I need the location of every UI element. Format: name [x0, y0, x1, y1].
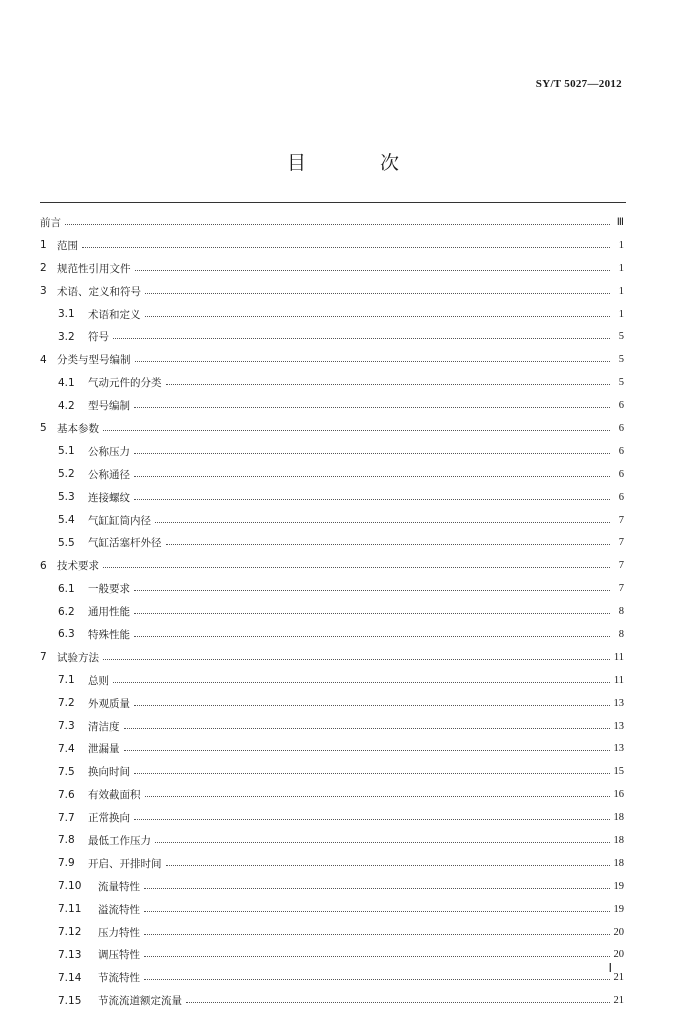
- toc-entry-page: 6: [618, 400, 624, 412]
- toc-entry-page: 21: [613, 972, 624, 984]
- toc-entry[interactable]: [40, 348, 624, 371]
- toc-entry-label: 技术要求: [57, 560, 99, 573]
- toc-leader-dots: [103, 659, 610, 660]
- toc-entry-label: 总则: [88, 674, 109, 687]
- toc-leader-dots: [145, 796, 610, 797]
- toc-leader-dots: [134, 476, 610, 477]
- table-of-contents: [40, 211, 624, 1012]
- toc-entry-label: 流量特性: [98, 880, 140, 893]
- toc-entry-page: 19: [613, 903, 624, 915]
- toc-leader-dots: [103, 430, 610, 431]
- toc-entry-page: 1: [618, 308, 624, 320]
- toc-leader-dots: [134, 613, 610, 614]
- toc-entry-number: 7.9: [58, 857, 75, 870]
- toc-entry-page: 1: [618, 239, 624, 251]
- toc-leader-dots: [134, 636, 610, 637]
- toc-entry-number: 3.1: [58, 308, 75, 320]
- toc-entry-label: 试验方法: [57, 651, 99, 664]
- toc-entry[interactable]: [40, 554, 624, 577]
- toc-leader-dots: [134, 453, 610, 454]
- toc-entry[interactable]: [40, 211, 624, 234]
- toc-entry-label: 术语、定义和符号: [57, 285, 141, 298]
- toc-leader-dots: [135, 270, 611, 271]
- toc-leader-dots: [103, 567, 610, 568]
- toc-entry-number: 7.8: [58, 834, 75, 847]
- toc-entry-page: 18: [613, 857, 624, 869]
- toc-entry[interactable]: [40, 921, 624, 944]
- toc-leader-dots: [65, 224, 610, 225]
- toc-entry-number: 5.5: [58, 536, 75, 549]
- toc-entry[interactable]: [40, 737, 624, 760]
- toc-entry-page: 1: [618, 262, 624, 274]
- toc-leader-dots: [134, 407, 610, 408]
- toc-entry-label: 泄漏量: [88, 743, 120, 756]
- toc-entry[interactable]: [40, 966, 624, 989]
- toc-entry-number: 2: [40, 262, 47, 275]
- toc-entry-label: 气缸活塞杆外径: [88, 537, 162, 550]
- toc-leader-dots: [124, 728, 610, 729]
- toc-entry-page: 11: [613, 651, 624, 663]
- toc-entry-label: 开启、开排时间: [88, 857, 162, 870]
- toc-entry-label: 公称通径: [88, 468, 130, 481]
- toc-entry-page: 7: [618, 537, 624, 549]
- toc-entry-page: 8: [618, 628, 624, 640]
- toc-entry-page: 20: [613, 926, 624, 938]
- toc-entry[interactable]: [40, 486, 624, 509]
- toc-leader-dots: [124, 750, 610, 751]
- toc-leader-dots: [134, 705, 610, 706]
- toc-leader-dots: [135, 361, 611, 362]
- toc-entry-page: 13: [613, 720, 624, 732]
- toc-entry-page: 20: [613, 949, 624, 961]
- toc-entry[interactable]: [40, 715, 624, 738]
- toc-entry-number: 3: [40, 285, 47, 298]
- toc-entry-label: 范围: [57, 239, 78, 252]
- toc-entry[interactable]: [40, 875, 624, 898]
- toc-entry-page: 21: [613, 995, 624, 1007]
- toc-entry[interactable]: [40, 989, 624, 1012]
- toc-entry-number: 6.2: [58, 605, 75, 618]
- toc-entry-number: 5.4: [58, 514, 75, 527]
- standard-number: SY/T 5027—2012: [535, 78, 622, 90]
- toc-leader-dots: [166, 384, 611, 385]
- toc-entry-number: 7.2: [58, 697, 75, 710]
- toc-entry-label: 节流特性: [98, 972, 140, 985]
- page-title: 目 次: [286, 152, 434, 174]
- toc-entry-label: 分类与型号编制: [57, 354, 131, 367]
- toc-entry[interactable]: [40, 829, 624, 852]
- toc-entry[interactable]: [40, 394, 624, 417]
- toc-leader-dots: [144, 956, 610, 957]
- toc-entry-number: 4.1: [58, 376, 75, 389]
- toc-entry-page: 7: [618, 514, 624, 526]
- toc-entry-number: 7.4: [58, 742, 75, 755]
- toc-entry[interactable]: [40, 646, 624, 669]
- toc-entry-page: 5: [618, 354, 624, 366]
- toc-entry-page: 8: [618, 606, 624, 618]
- toc-entry-label: 气缸缸筒内径: [88, 514, 151, 527]
- toc-entry[interactable]: [40, 783, 624, 806]
- toc-entry[interactable]: [40, 852, 624, 875]
- toc-entry-number: 7.6: [58, 788, 75, 801]
- toc-entry-page: 19: [613, 880, 624, 892]
- toc-entry[interactable]: [40, 234, 624, 257]
- toc-leader-dots: [134, 773, 610, 774]
- toc-entry-page: 5: [618, 377, 624, 389]
- toc-leader-dots: [155, 842, 610, 843]
- toc-entry-label: 符号: [88, 331, 109, 344]
- toc-entry-label: 清洁度: [88, 720, 120, 733]
- toc-entry-label: 外观质量: [88, 697, 130, 710]
- toc-entry-number: 7.7: [58, 811, 75, 824]
- toc-entry-number: 6.1: [58, 582, 75, 595]
- toc-leader-dots: [155, 522, 610, 523]
- toc-entry-page: 13: [613, 743, 624, 755]
- toc-entry[interactable]: [40, 463, 624, 486]
- toc-entry-label: 特殊性能: [88, 628, 130, 641]
- toc-leader-dots: [113, 682, 610, 683]
- toc-entry-label: 公称压力: [88, 445, 130, 458]
- toc-entry-label: 有效截面积: [88, 789, 141, 802]
- toc-entry-number: 3.2: [58, 330, 75, 343]
- toc-entry-page: 6: [618, 468, 624, 480]
- toc-leader-dots: [145, 316, 611, 317]
- toc-leader-dots: [134, 819, 610, 820]
- toc-entry-page: 13: [613, 697, 624, 709]
- toc-entry[interactable]: [40, 303, 624, 326]
- toc-entry-label: 一般要求: [88, 583, 130, 596]
- toc-entry-label: 前言: [40, 216, 61, 229]
- toc-entry-label: 调压特性: [98, 949, 140, 962]
- toc-entry-page: 6: [618, 422, 624, 434]
- toc-entry[interactable]: [40, 898, 624, 921]
- toc-leader-dots: [186, 1002, 610, 1003]
- toc-entry-page: 7: [618, 560, 624, 572]
- toc-leader-dots: [144, 979, 610, 980]
- toc-entry[interactable]: [40, 509, 624, 532]
- toc-entry[interactable]: [40, 531, 624, 554]
- toc-entry-number: 7: [40, 651, 47, 664]
- toc-leader-dots: [166, 544, 611, 545]
- toc-entry-page: 1: [618, 285, 624, 297]
- toc-entry-number: 5.1: [58, 445, 75, 458]
- toc-leader-dots: [145, 293, 610, 294]
- toc-entry-label: 正常换向: [88, 812, 130, 825]
- toc-entry[interactable]: [40, 600, 624, 623]
- toc-leader-dots: [144, 888, 610, 889]
- title-rule: [40, 202, 626, 203]
- toc-entry-label: 溢流特性: [98, 903, 140, 916]
- toc-entry-page: 7: [618, 583, 624, 595]
- toc-entry-number: 7.10: [58, 880, 82, 893]
- toc-entry-page: 16: [613, 789, 624, 801]
- toc-entry[interactable]: [40, 417, 624, 440]
- toc-entry-label: 压力特性: [98, 926, 140, 939]
- toc-entry-page: 11: [613, 674, 624, 686]
- toc-leader-dots: [82, 247, 610, 248]
- toc-leader-dots: [134, 499, 610, 500]
- toc-entry-number: 7.11: [58, 903, 82, 916]
- toc-entry[interactable]: [40, 257, 624, 280]
- toc-entry-label: 通用性能: [88, 606, 130, 619]
- toc-entry-page: 5: [618, 331, 624, 343]
- toc-leader-dots: [113, 338, 610, 339]
- toc-entry-page: 18: [613, 812, 624, 824]
- toc-entry-page: 6: [618, 491, 624, 503]
- toc-entry[interactable]: [40, 692, 624, 715]
- toc-entry-number: 7.5: [58, 765, 75, 778]
- toc-entry-page: 18: [613, 834, 624, 846]
- toc-entry-number: 4: [40, 353, 47, 366]
- toc-entry[interactable]: [40, 280, 624, 303]
- toc-leader-dots: [144, 911, 610, 912]
- toc-entry-number: 1: [40, 239, 47, 252]
- toc-entry[interactable]: [40, 669, 624, 692]
- toc-entry[interactable]: [40, 760, 624, 783]
- page-folio: Ⅰ: [608, 961, 612, 975]
- toc-entry[interactable]: [40, 944, 624, 967]
- toc-entry-page: 15: [613, 766, 624, 778]
- toc-entry[interactable]: [40, 325, 624, 348]
- toc-entry-label: 连接螺纹: [88, 491, 130, 504]
- toc-entry-number: 7.13: [58, 948, 82, 961]
- toc-entry-number: 5.3: [58, 491, 75, 504]
- toc-entry-label: 换向时间: [88, 766, 130, 779]
- toc-entry-number: 6.3: [58, 628, 75, 641]
- toc-entry-label: 术语和定义: [88, 308, 141, 321]
- toc-leader-dots: [134, 590, 610, 591]
- toc-entry-number: 5.2: [58, 468, 75, 481]
- toc-entry-label: 气动元件的分类: [88, 377, 162, 390]
- toc-entry-number: 7.15: [58, 994, 82, 1007]
- toc-entry-number: 6: [40, 559, 47, 572]
- toc-entry-label: 型号编制: [88, 400, 130, 413]
- toc-entry-number: 5: [40, 422, 47, 435]
- toc-leader-dots: [144, 934, 610, 935]
- toc-entry-number: 7.14: [58, 971, 82, 984]
- toc-entry[interactable]: [40, 623, 624, 646]
- toc-entry-label: 规范性引用文件: [57, 262, 131, 275]
- toc-leader-dots: [166, 865, 610, 866]
- toc-entry-number: 4.2: [58, 399, 75, 412]
- toc-entry-page: Ⅲ: [616, 217, 624, 229]
- toc-entry-label: 基本参数: [57, 422, 99, 435]
- toc-entry-number: 7.12: [58, 926, 82, 939]
- toc-entry-page: 6: [618, 445, 624, 457]
- toc-entry[interactable]: [40, 371, 624, 394]
- toc-entry-label: 节流流道额定流量: [98, 995, 182, 1008]
- toc-entry[interactable]: [40, 806, 624, 829]
- toc-entry[interactable]: [40, 577, 624, 600]
- toc-entry-number: 7.3: [58, 720, 75, 733]
- toc-entry-label: 最低工作压力: [88, 834, 151, 847]
- toc-entry[interactable]: [40, 440, 624, 463]
- toc-entry-number: 7.1: [58, 674, 75, 687]
